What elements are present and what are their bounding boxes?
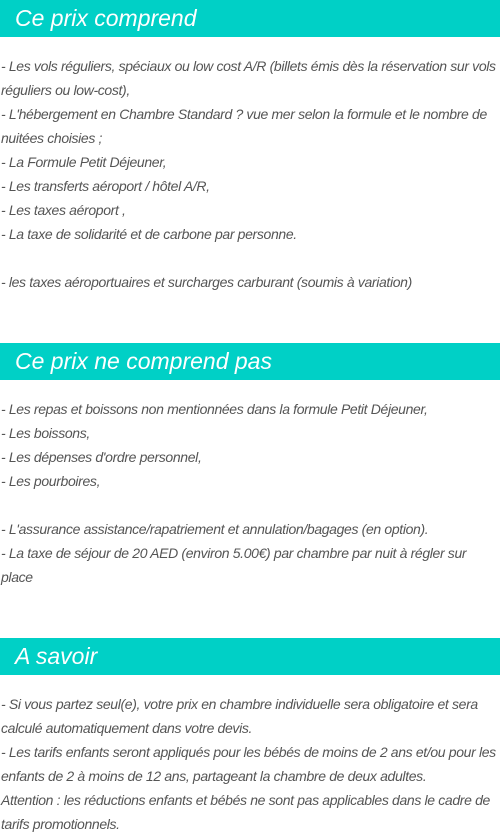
list-item: - La Formule Petit Déjeuner,	[1, 154, 167, 170]
section-body-excludes	[0, 397, 500, 589]
list-item: - L'assurance assistance/rapatriement et annulation/bagages (en option).	[1, 521, 429, 537]
section-body-includes	[0, 54, 500, 294]
blank-line	[1, 493, 500, 517]
section-header-excludes	[0, 343, 500, 380]
list-item: - L'hébergement en Chambre Standard ? vue mer selon la formule et le nombre de nuitées choisies ;	[1, 106, 487, 146]
list-item: - Les boissons,	[1, 425, 90, 441]
list-item: - Les pourboires,	[1, 473, 101, 489]
section-header-includes	[0, 0, 500, 37]
section-title: A savoir	[15, 643, 98, 669]
list-item: - La taxe de séjour de 20 AED (environ 5.00€) par chambre par nuit à régler sur place	[1, 545, 467, 585]
section-title: Ce prix ne comprend pas	[15, 348, 272, 374]
list-item: - Les transferts aéroport / hôtel A/R,	[1, 178, 210, 194]
list-item: - les taxes aéroportuaires et surcharges carburant (soumis à variation)	[1, 274, 412, 290]
list-item: - La taxe de solidarité et de carbone par personne.	[1, 226, 297, 242]
section-body-good-to-know	[0, 692, 500, 836]
list-item: - Les repas et boissons non mentionnées dans la formule Petit Déjeuner,	[1, 401, 428, 417]
list-item: - Les dépenses d'ordre personnel,	[1, 449, 202, 465]
list-item: - Si vous partez seul(e), votre prix en chambre individuelle sera obligatoire et sera calculé automatiquement dans votre devis.	[1, 696, 478, 736]
list-item: - Les taxes aéroport ,	[1, 202, 126, 218]
list-item: Attention : les réductions enfants et bébés ne sont pas applicables dans le cadre de tarifs promotionnels.	[1, 792, 490, 832]
list-item: - Les tarifs enfants seront appliqués pour les bébés de moins de 2 ans et/ou pour les enfants de 2 à moins de 12 ans, partageant la chambre de deux adultes.	[1, 744, 496, 784]
section-header-good-to-know	[0, 638, 500, 675]
list-item: - Les vols réguliers, spéciaux ou low cost A/R (billets émis dès la réservation sur vols réguliers ou low-cost),	[1, 58, 496, 98]
section-title: Ce prix comprend	[15, 5, 197, 31]
blank-line	[1, 246, 500, 270]
